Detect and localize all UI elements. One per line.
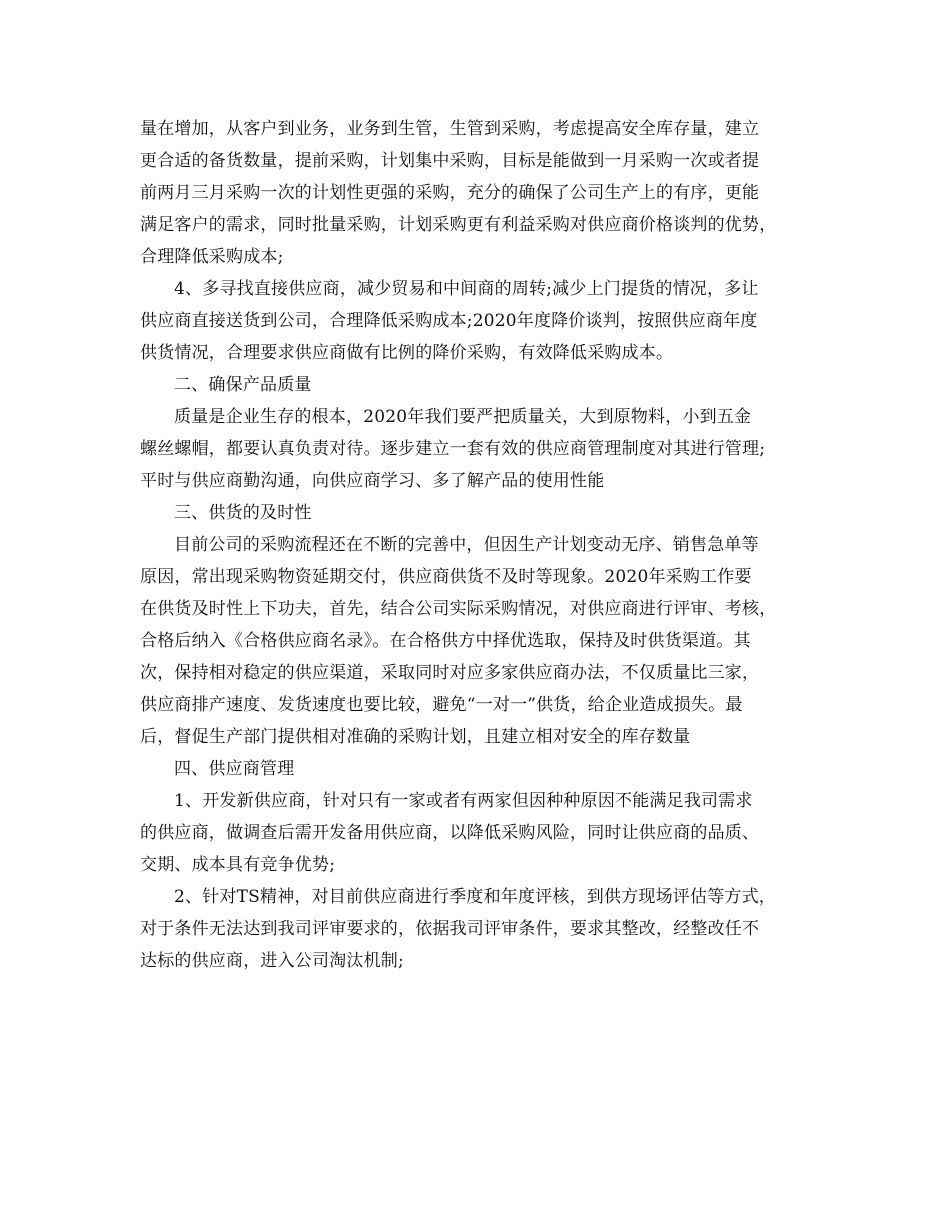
text-line: 的供应商，做调查后需开发备用供应商，以降低采购风险，同时让供应商的品质、 xyxy=(140,823,760,843)
text-line: 平时与供应商勤沟通，向供应商学习、多了解产品的使用性能 xyxy=(140,471,605,491)
text-line: 原因，常出现采购物资延期交付，供应商供货不及时等现象。2020年采购工作要 xyxy=(140,567,752,587)
text-line: 供货情况，合理要求供应商做有比例的降价采购，有效降低采购成本。 xyxy=(140,343,674,363)
text-line: 在供货及时性上下功夫，首先，结合公司实际采购情况，对供应商进行评审、考核， xyxy=(140,599,777,619)
document-body xyxy=(140,113,820,977)
text-line: 三、供货的及时性 xyxy=(174,503,312,523)
text-line: 达标的供应商，进入公司淘汰机制; xyxy=(140,951,404,971)
text-line: 前两月三月采购一次的计划性更强的采购，充分的确保了公司生产上的有序，更能 xyxy=(140,183,760,203)
text-line: 合格后纳入《合格供应商名录》。在合格供方中择优选取，保持及时供货渠道。其 xyxy=(140,631,751,651)
text-line: 4、多寻找直接供应商，减少贸易和中间商的周转;减少上门提货的情况，多让 xyxy=(174,279,759,299)
text-line: 目前公司的采购流程还在不断的完善中，但因生产计划变动无序、销售急单等 xyxy=(174,535,759,555)
text-line: 质量是企业生存的根本，2020年我们要严把质量关，大到原物料，小到五金 xyxy=(174,407,752,427)
text-line: 交期、成本具有竞争优势; xyxy=(140,855,336,875)
text-line: 1、开发新供应商，针对只有一家或者有两家但因种种原因不能满足我司需求 xyxy=(174,791,753,811)
text-line: 四、供应商管理 xyxy=(174,759,295,779)
text-line: 量在增加，从客户到业务，业务到生管，生管到采购，考虑提高安全库存量，建立 xyxy=(140,119,760,139)
text-line: 对于条件无法达到我司评审要求的，依据我司评审条件，要求其整改，经整改任不 xyxy=(140,919,760,939)
text-line: 二、确保产品质量 xyxy=(174,375,312,395)
text-line: 后，督促生产部门提供相对准确的采购计划，且建立相对安全的库存数量 xyxy=(140,727,691,747)
text-line: 满足客户的需求，同时批量采购，计划采购更有利益采购对供应商价格谈判的优势， xyxy=(140,215,777,235)
text-line: 次，保持相对稳定的供应渠道，采取同时对应多家供应商办法，不仅质量比三家， xyxy=(140,663,760,683)
text-line: 更合适的备货数量，提前采购，计划集中采购，目标是能做到一月采购一次或者提 xyxy=(140,151,760,171)
text-line: 供应商排产速度、发货速度也要比较，避免“一对一”供货，给企业造成损失。最 xyxy=(140,695,743,715)
text-line: 供应商直接送货到公司，合理降低采购成本;2020年度降价谈判，按照供应商年度 xyxy=(140,311,758,331)
text-line: 螺丝螺帽，都要认真负责对待。逐步建立一套有效的供应商管理制度对其进行管理; xyxy=(140,439,766,459)
text-line: 2、针对TS精神，对目前供应商进行季度和年度评核，到供方现场评估等方式， xyxy=(174,887,776,907)
text-line: 合理降低采购成本; xyxy=(140,247,284,267)
